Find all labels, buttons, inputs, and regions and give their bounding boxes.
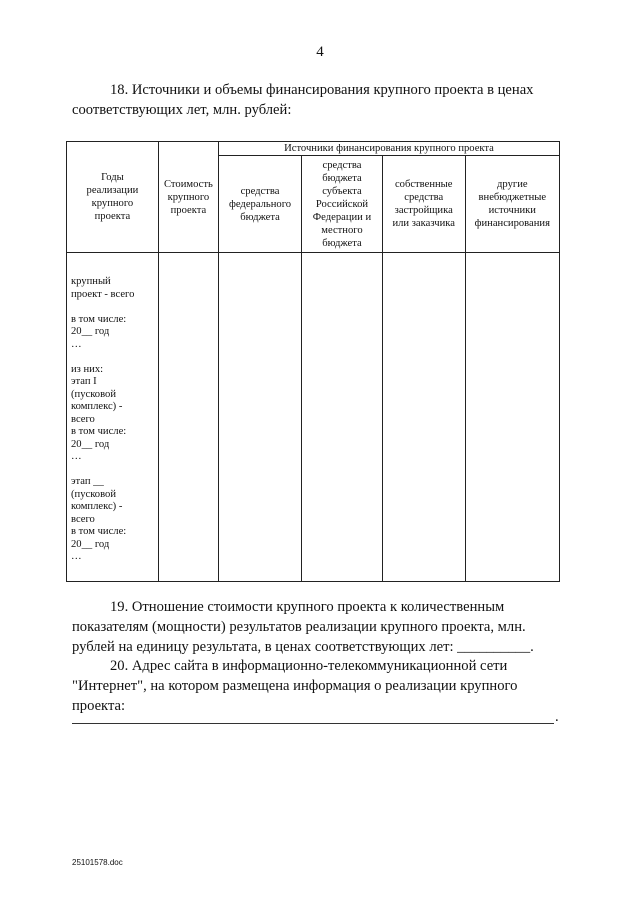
section-19-text-1: 19. Отношение стоимости крупного проекта к количественным [110,599,505,615]
own-cell [382,253,465,582]
row-label-item: в том числе: [71,313,127,325]
cost-cell [158,253,218,582]
table-row [67,253,560,582]
row-label-item: 20__ год [71,326,110,338]
row-label-item: из них: [71,363,104,375]
row-label-item: (пусковой [71,488,116,500]
row-label-item: … [71,451,82,463]
row-label-item: этап __ [71,476,104,488]
row-label-item: проект - всего [71,288,135,300]
section-20-text-2: "Интернет", на котором размещена информация о реализации крупного [72,678,518,694]
end-period: . [555,709,559,725]
row-label-item: … [71,551,82,563]
row-label-item: всего [71,513,95,525]
row-labels-cell [67,253,159,582]
header-federal: средства федерального бюджета [219,156,302,253]
section-20 [72,656,560,716]
header-years: Годы реализации крупного проекта [67,142,159,253]
section-19-text-3: рублей на единицу результата, в ценах соответствующих лет: __________. [72,639,534,655]
page-number: 4 [316,44,324,60]
row-label-item: в том числе: [71,426,127,438]
header-own: собственные средства застройщика или заказчика [382,156,465,253]
section-18-line-1 [72,80,560,100]
header-sources-group: Источники финансирования крупного проекта [219,142,560,156]
section-20-text-1: 20. Адрес сайта в информационно-телекоммуникационной сети [110,658,508,674]
other-cell [465,253,559,582]
row-label-item: комплекс) - [71,501,123,513]
row-label-item: комплекс) - [71,401,123,413]
section-19-text-2: показателям (мощности) результатов реализации крупного проекта, млн. [72,619,526,635]
header-regional: средства бюджета субъекта Российской Федерации и местного бюджета [302,156,383,253]
section-18-text-1: 18. Источники и объемы финансирования крупного проекта в ценах [110,82,534,98]
federal-cell [219,253,302,582]
section-18-heading [72,80,560,120]
row-label-item: в том числе: [71,526,127,538]
row-label-item: крупный [71,276,111,288]
row-label-item: 20__ год [71,538,110,550]
row-label-item: (пусковой [71,388,116,400]
section-20-line-1 [72,656,560,676]
header-other: другие внебюджетные источники финансирования [465,156,559,253]
section-20-text-3: проекта: [72,698,126,714]
row-label-item: всего [71,413,95,425]
row-label-item [71,464,158,477]
header-cost: Стоимость крупного проекта [158,142,218,253]
section-18-text-2: соответствующих лет, млн. рублей: [72,102,292,118]
file-name-footer: 25101578.doc [72,858,123,867]
blank-fill-line [72,723,554,725]
regional-cell [302,253,383,582]
section-19 [72,597,560,657]
row-label-item [71,351,158,364]
table-header-row-1 [67,142,560,156]
row-label-item: … [71,338,82,350]
financing-table [66,141,560,582]
row-label-item: этап I [71,376,97,388]
row-label-item: 20__ год [71,438,110,450]
section-19-line-1 [72,597,560,617]
row-label-item [71,301,158,314]
